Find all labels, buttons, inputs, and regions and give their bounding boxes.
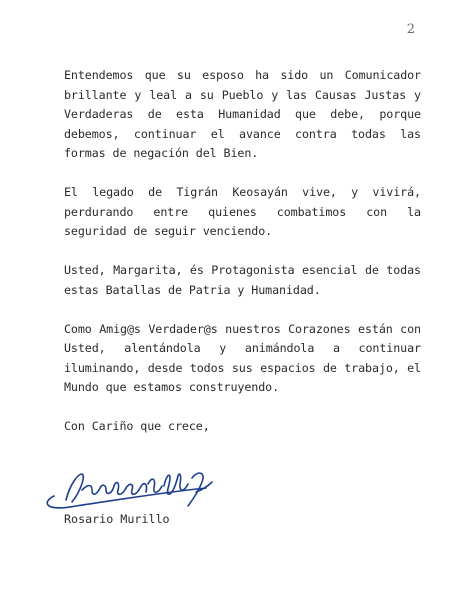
signature-stroke <box>196 482 212 492</box>
paragraph: El legado de Tigrán Keosayán vive, y vivirá, perdurando entre quienes combatimos con la seguridad de seguir venciendo. <box>64 185 421 238</box>
closing-line: Con Cariño que crece, <box>64 419 210 433</box>
signature-stroke <box>47 488 206 508</box>
signature-stroke <box>148 479 162 492</box>
signature-stroke <box>66 474 83 502</box>
page-number: 2 <box>406 22 415 37</box>
paragraph: Como Amig@s Verdader@s nuestros Corazones están con Usted, alentándola y animándola a continuar iluminando, desde todos sus espacios de trabajo, el Mundo que estamos construyendo. <box>64 321 421 394</box>
paragraph: Usted, Margarita, és Protagonista esencial de todas estas Batallas de Patria y Humanidad. <box>64 263 421 297</box>
letter-body <box>64 66 421 437</box>
signature-stroke <box>126 484 147 495</box>
signer-name: Rosario Murillo <box>64 512 170 526</box>
paragraph: Entendemos que su esposo ha sido un Comunicador brillante y leal a su Pueblo y las Causas Justas y Verdaderas de esta Humanidad que debe, porque debemos, continuar el avance contra todas las formas de negación del Bien. <box>64 68 421 160</box>
handwritten-signature <box>36 462 226 514</box>
signature-stroke <box>82 483 126 495</box>
